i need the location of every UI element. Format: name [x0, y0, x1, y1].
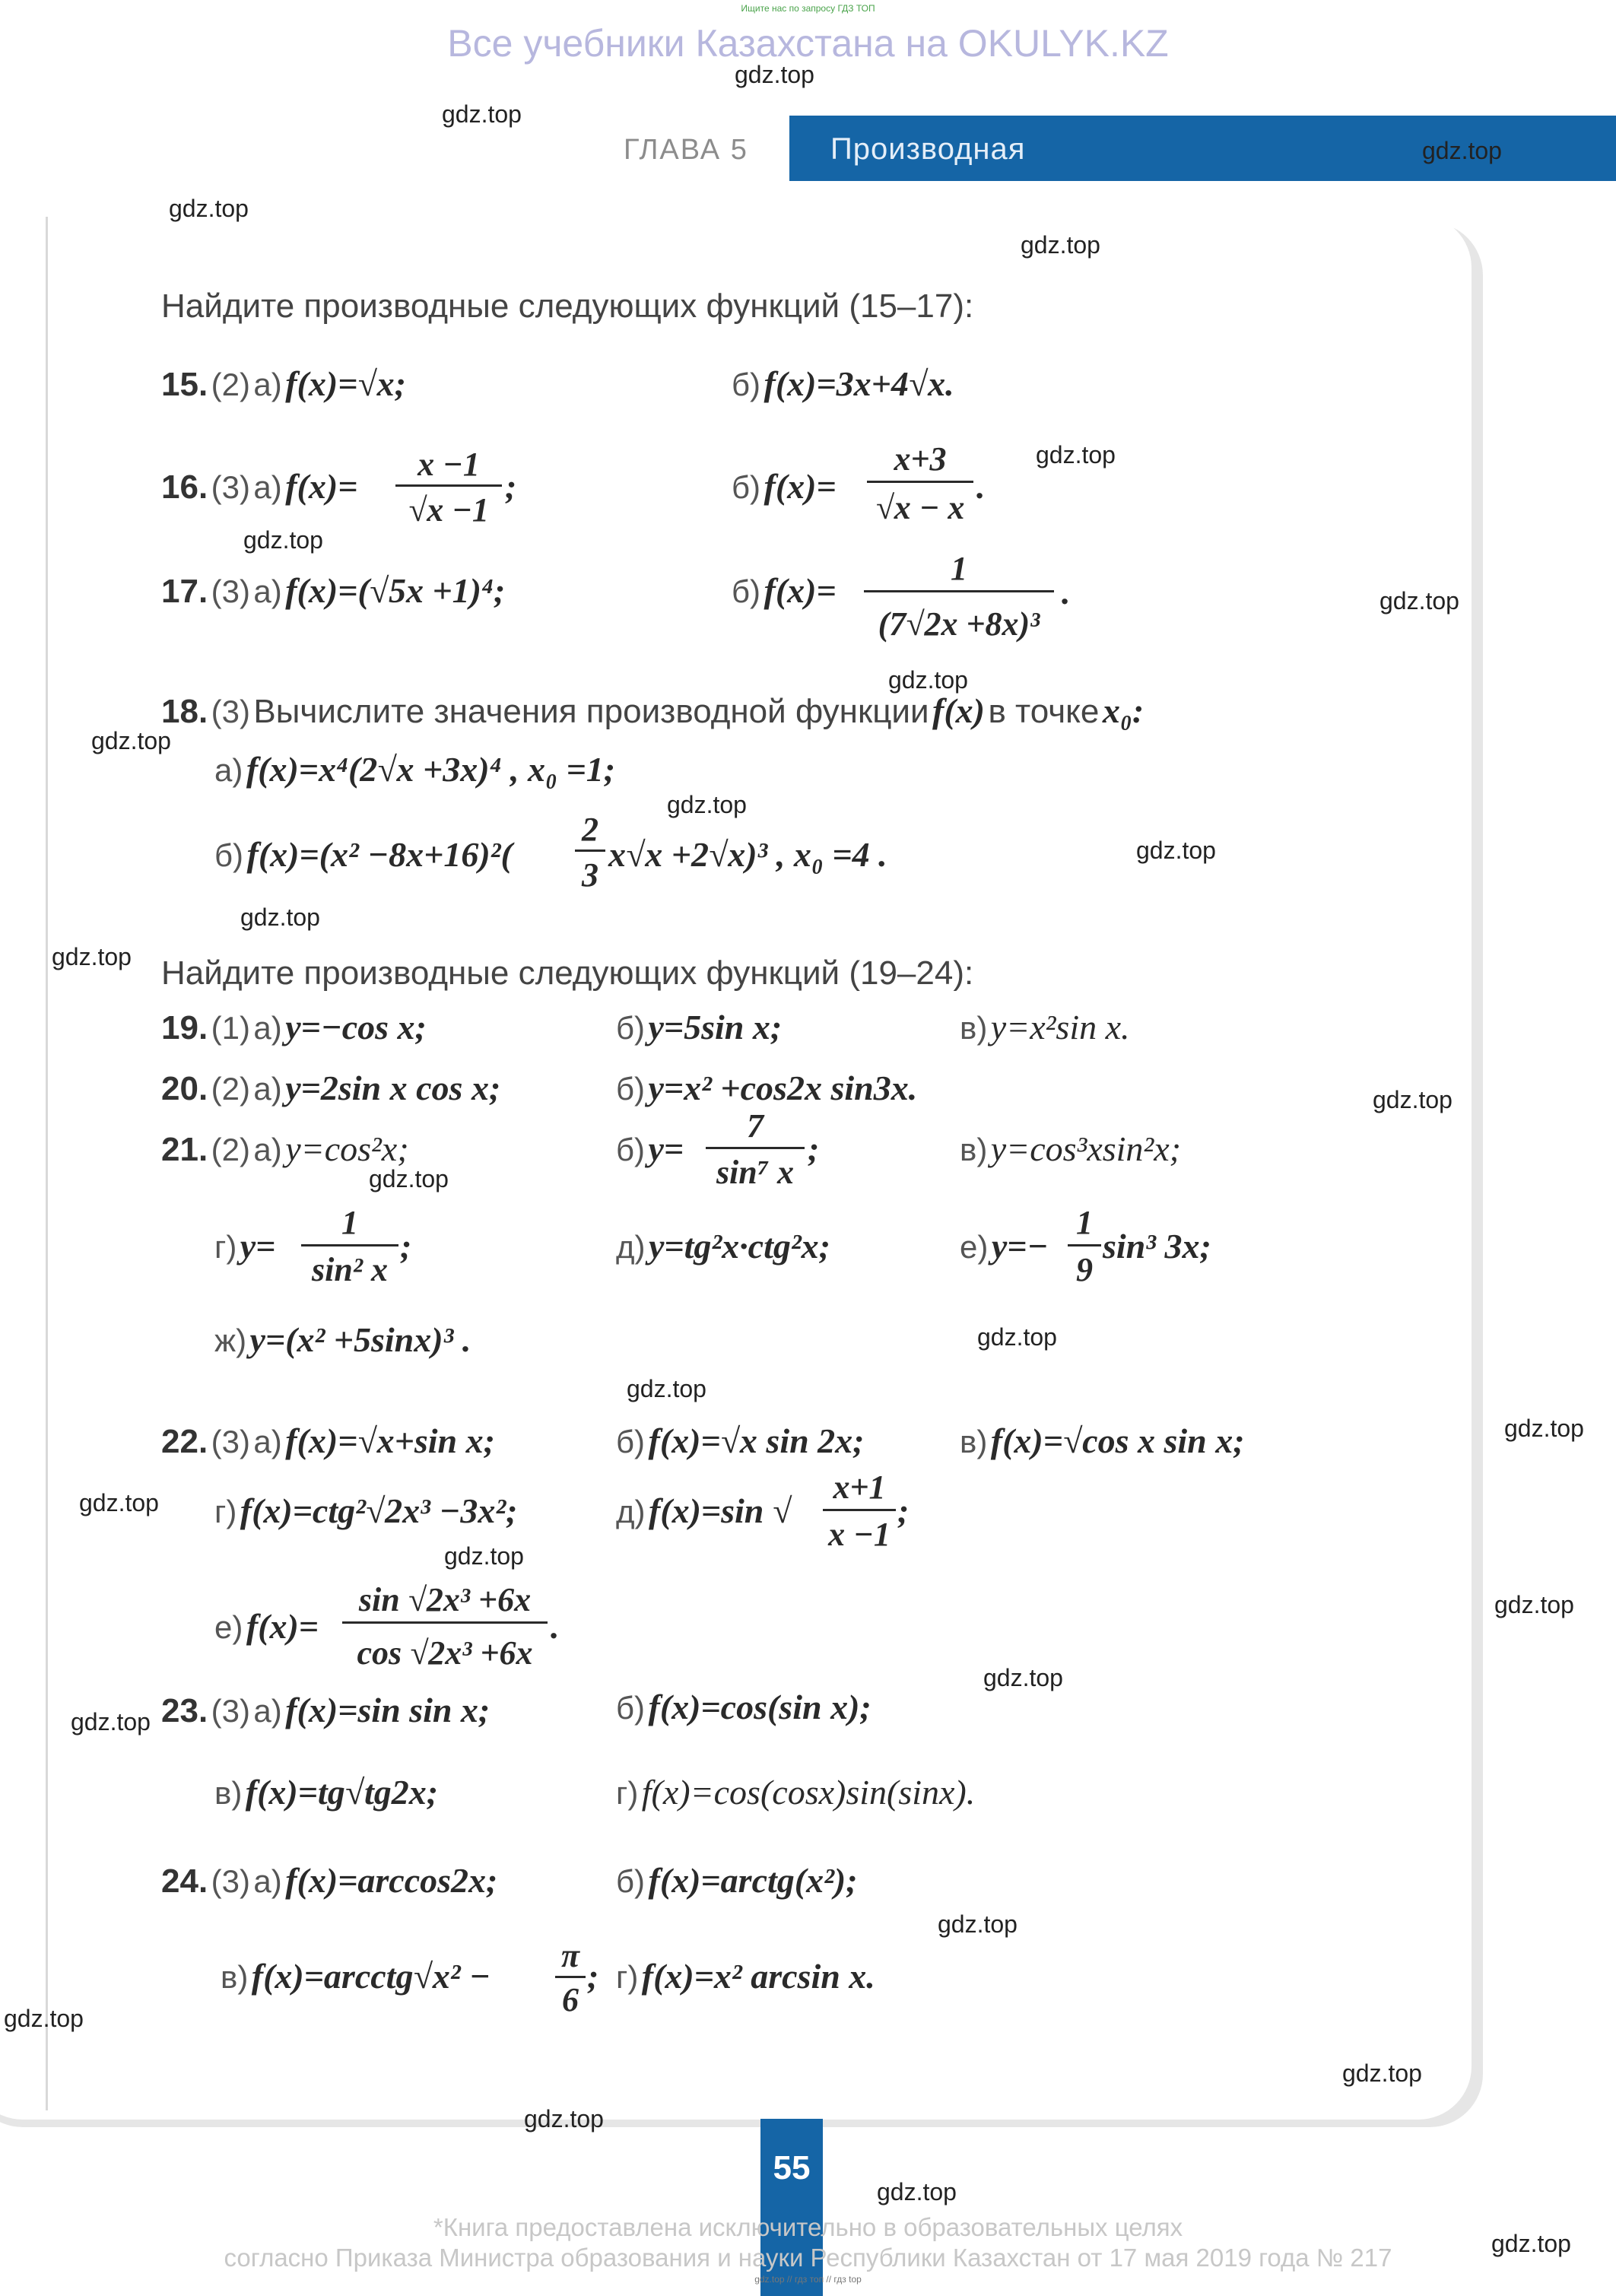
item-label: а) [253, 1071, 282, 1107]
item-label: в) [960, 1010, 988, 1046]
item-label: а) [214, 752, 243, 788]
problem-number: 16. [161, 468, 208, 506]
formula-tail: . [551, 1607, 560, 1646]
problem-number: 15. [161, 366, 208, 403]
item-label: в) [960, 1424, 988, 1459]
watermark[interactable]: gdz.top [240, 903, 320, 931]
item-label: б) [732, 573, 761, 609]
points: (3) [211, 1424, 250, 1459]
formula-lhs: y= [240, 1227, 276, 1265]
formula: f(x)=√x sin 2x; [648, 1421, 865, 1460]
item-label: б) [616, 1690, 646, 1726]
formula: f(x)=cos(sin x); [648, 1688, 871, 1726]
watermark[interactable]: gdz.top [169, 195, 249, 222]
formula: y=x² +cos2x sin3x. [648, 1069, 918, 1107]
problem-22 [161, 1421, 495, 1461]
problem-21-d [214, 1226, 275, 1266]
watermark[interactable]: gdz.top [79, 1489, 159, 1516]
fraction-bar [706, 1147, 805, 1149]
watermark[interactable]: gdz.top [938, 1910, 1018, 1938]
formula-tail: ; [897, 1491, 910, 1530]
formula: x₀: [1102, 691, 1145, 730]
problem-number: 24. [161, 1863, 208, 1900]
watermark[interactable]: gdz.top [243, 526, 323, 554]
points: (3) [211, 469, 250, 505]
item-label: в) [214, 1775, 243, 1811]
formula: f(x)=cos(cosx)sin(sinx). [641, 1773, 976, 1812]
problem-24-d [616, 1956, 875, 1996]
item-label: б) [616, 1424, 646, 1459]
formula: f(x) [932, 691, 985, 730]
problem-number: 23. [161, 1692, 208, 1729]
fraction-denominator: (7√2x +8x)³ [878, 605, 1040, 643]
problem-22-c [960, 1421, 1245, 1461]
item-label: д) [616, 1494, 646, 1529]
block2-heading: Найдите производные следующих функций (19–24): [161, 954, 974, 992]
problem-number: 19. [161, 1009, 208, 1046]
points: (3) [211, 573, 250, 609]
points: (3) [211, 1693, 250, 1729]
fraction-numerator: 1 [951, 550, 967, 587]
formula: y=2sin x cos x; [285, 1069, 501, 1107]
item-label: д) [616, 1229, 646, 1265]
formula-rest: x√x +2√x)³ , x₀ =4 . [608, 835, 887, 874]
problem-18-b [214, 834, 513, 875]
fraction-bar [1068, 1244, 1101, 1246]
formula: y=cos³xsin²x; [990, 1129, 1181, 1168]
item-label: в) [221, 1959, 249, 1995]
fraction-denominator: x −1 [828, 1516, 891, 1553]
item-label: а) [253, 1863, 282, 1899]
watermark[interactable]: gdz.top [91, 727, 171, 754]
item-label: б) [214, 837, 244, 873]
fraction-numerator: x+1 [833, 1469, 886, 1506]
watermark[interactable]: gdz.top [1379, 587, 1459, 614]
problem-17-b [732, 570, 837, 611]
problem-19 [161, 1007, 427, 1047]
item-label: е) [960, 1229, 989, 1265]
item-label: б) [616, 1132, 646, 1167]
watermark[interactable]: gdz.top [1021, 231, 1100, 259]
item-label: а) [253, 573, 282, 609]
formula-lhs: y= [648, 1129, 684, 1168]
problem-16 [161, 466, 357, 507]
item-label: б) [616, 1863, 646, 1899]
footer-small[interactable]: gdz.top // гдз топ // гдз top [754, 2274, 862, 2285]
problem-number: 20. [161, 1070, 208, 1107]
formula-lhs: f(x)= [764, 571, 837, 610]
formula: f(x)=sin sin x; [285, 1691, 491, 1729]
formula-lhs: f(x)=(x² −8x+16)²( [246, 835, 513, 874]
site-title[interactable]: Все учебники Казахстана на OKULYK.KZ [447, 22, 1169, 65]
footer-note-line-1: *Книга предоставлена исключительно в образовательных целях [433, 2213, 1183, 2241]
formula-tail: . [1062, 573, 1071, 611]
watermark[interactable]: gdz.top [1342, 2059, 1422, 2087]
formula-lhs: f(x)=arcctg√x² − [251, 1957, 491, 1996]
watermark[interactable]: gdz.top [735, 61, 814, 88]
points: (3) [211, 1863, 250, 1899]
item-label: в) [960, 1132, 988, 1167]
top-hint: Ищите нас по запросу ГДЗ ТОП [741, 3, 875, 14]
formula: y=(x² +5sinx)³ . [249, 1320, 471, 1359]
problem-21-g [214, 1319, 471, 1360]
points: (2) [211, 1132, 250, 1167]
fraction-denominator: 6 [562, 1981, 579, 2018]
problem-number: 17. [161, 573, 208, 610]
problem-16-b [732, 466, 837, 507]
formula-lhs: f(x)= [285, 467, 358, 506]
problem-22-e [616, 1491, 792, 1531]
formula: f(x)=ctg²√2x³ −3x²; [240, 1491, 518, 1530]
item-label: б) [616, 1071, 646, 1107]
watermark[interactable]: gdz.top [442, 100, 522, 128]
fraction-denominator: √x − x [875, 489, 965, 526]
item-label: е) [214, 1609, 243, 1645]
watermark[interactable]: gdz.top [1422, 137, 1502, 164]
problem-15-b [732, 364, 954, 404]
problem-number: 18. [161, 693, 208, 730]
problem-15 [161, 364, 406, 404]
formula-lhs: f(x)=sin √ [648, 1491, 792, 1530]
formula: y=−cos x; [285, 1008, 427, 1046]
formula: f(x)=√x; [285, 364, 406, 403]
problem-23 [161, 1690, 490, 1730]
fraction-denominator: sin⁷ x [716, 1154, 795, 1191]
problem-number: 22. [161, 1423, 208, 1460]
problem-21-e [616, 1226, 830, 1266]
problem-17 [161, 570, 505, 611]
watermark[interactable]: gdz.top [4, 2005, 84, 2032]
points: (2) [211, 1071, 250, 1107]
watermark[interactable]: gdz.top [667, 791, 747, 818]
problem-23-b [616, 1687, 871, 1727]
card-divider [46, 217, 48, 2110]
fraction-denominator: 9 [1076, 1251, 1093, 1288]
problem-18 [161, 691, 1144, 731]
fraction-bar [864, 590, 1054, 592]
problem-22-b [616, 1421, 865, 1461]
item-label: а) [253, 1010, 282, 1046]
watermark[interactable]: gdz.top [444, 1542, 524, 1570]
chapter-title: Производная [830, 132, 1026, 166]
item-label: б) [732, 469, 761, 505]
formula-lhs: y=− [991, 1227, 1049, 1265]
formula: y=5sin x; [648, 1008, 783, 1046]
item-label: а) [253, 1132, 282, 1167]
item-label: г) [214, 1494, 237, 1529]
watermark[interactable]: gdz.top [71, 1708, 151, 1735]
fraction-bar [867, 481, 973, 483]
problem-23-d [616, 1772, 975, 1812]
points: (3) [211, 694, 250, 729]
fraction-bar [301, 1244, 398, 1246]
fraction-denominator: √x −1 [408, 491, 489, 529]
problem-22-d [214, 1491, 517, 1531]
watermark[interactable]: gdz.top [1504, 1415, 1584, 1442]
problem-20-b [616, 1068, 917, 1108]
problem-21-f [960, 1226, 1048, 1266]
problem-24-c [221, 1956, 491, 1996]
fraction-numerator: x+3 [894, 440, 947, 478]
item-label: а) [253, 367, 282, 402]
footer-note-line-2: согласно Приказа Министра образования и науки Республики Казахстан от 17 мая 2019 года № 217 [224, 2244, 1392, 2272]
formula-tail: sin³ 3x; [1103, 1227, 1211, 1265]
formula: f(x)=arccos2x; [285, 1861, 498, 1900]
formula: f(x)=(√5x +1)⁴; [285, 571, 506, 610]
watermark[interactable]: gdz.top [1373, 1086, 1452, 1113]
formula-tail: ; [587, 1957, 599, 1996]
watermark[interactable]: gdz.top [1136, 837, 1216, 864]
watermark[interactable]: gdz.top [983, 1664, 1063, 1691]
watermark[interactable]: gdz.top [888, 666, 968, 694]
fraction-bar [395, 484, 502, 487]
points: (2) [211, 367, 250, 402]
item-label: б) [616, 1010, 646, 1046]
watermark[interactable]: gdz.top [627, 1375, 706, 1402]
fraction-bar [555, 1976, 586, 1978]
problem-18-a [214, 749, 615, 789]
formula: y=tg²x·ctg²x; [648, 1227, 830, 1265]
problem-19-b [616, 1007, 782, 1047]
formula-tail: . [976, 467, 986, 506]
watermark[interactable]: gdz.top [1494, 1591, 1574, 1618]
fraction-numerator: 7 [747, 1107, 764, 1145]
watermark[interactable]: gdz.top [1491, 2230, 1571, 2257]
formula: f(x)=tg√tg2x; [245, 1773, 439, 1812]
fraction-denominator: sin² x [311, 1251, 388, 1288]
formula-tail: ; [400, 1227, 412, 1265]
problem-text: Вычислите значения производной функции [253, 693, 929, 730]
formula-tail: ; [808, 1129, 820, 1168]
item-label: б) [732, 367, 761, 402]
formula-lhs: f(x)= [764, 467, 837, 506]
problem-21-c [960, 1129, 1181, 1169]
block1-heading: Найдите производные следующих функций (15–17): [161, 287, 974, 325]
fraction-bar [575, 849, 605, 852]
chapter-label: ГЛАВА 5 [624, 134, 748, 166]
problem-22-f [214, 1606, 319, 1647]
problem-20 [161, 1068, 500, 1108]
watermark[interactable]: gdz.top [369, 1165, 449, 1192]
watermark[interactable]: gdz.top [524, 2105, 604, 2132]
item-label: г) [214, 1229, 237, 1265]
problem-number: 21. [161, 1131, 208, 1168]
fraction-numerator: x −1 [417, 446, 480, 483]
problem-24-b [616, 1860, 858, 1901]
watermark[interactable]: gdz.top [977, 1323, 1057, 1351]
item-label: а) [253, 1424, 282, 1459]
points: (1) [211, 1010, 250, 1046]
fraction-denominator: 3 [582, 856, 598, 894]
formula: f(x)=3x+4√x. [764, 364, 954, 403]
fraction-numerator: 2 [582, 811, 598, 848]
fraction-bar [823, 1509, 896, 1511]
problem-23-c [214, 1772, 438, 1812]
page-number: 55 [773, 2149, 811, 2186]
item-label: г) [616, 1959, 639, 1995]
fraction-numerator: 1 [1076, 1204, 1093, 1241]
fraction-numerator: sin √2x³ +6x [358, 1581, 532, 1618]
watermark[interactable]: gdz.top [52, 943, 132, 970]
formula: f(x)=√x+sin x; [285, 1421, 495, 1460]
formula: f(x)=√cos x sin x; [990, 1421, 1245, 1460]
formula: f(x)=x² arcsin x. [641, 1957, 875, 1996]
fraction-numerator: 1 [341, 1204, 358, 1241]
problem-24 [161, 1860, 497, 1901]
problem-21 [161, 1129, 409, 1169]
problem-19-c [960, 1007, 1130, 1047]
problem-text: в точке [988, 693, 1100, 730]
item-label: а) [253, 1693, 282, 1729]
item-label: ж) [214, 1323, 247, 1358]
fraction-denominator: cos √2x³ +6x [357, 1634, 533, 1672]
formula: f(x)=x⁴(2√x +3x)⁴ , x₀ =1; [246, 750, 616, 789]
problem-21-b [616, 1129, 684, 1169]
formula: y=cos²x; [285, 1129, 409, 1168]
formula: f(x)=arctg(x²); [648, 1861, 858, 1900]
fraction-bar [342, 1621, 548, 1624]
formula-tail: ; [505, 467, 517, 506]
item-label: а) [253, 469, 282, 505]
formula-lhs: f(x)= [246, 1607, 319, 1646]
watermark[interactable]: gdz.top [1036, 441, 1116, 468]
item-label: г) [616, 1775, 639, 1811]
fraction-numerator: π [560, 1937, 580, 1974]
watermark[interactable]: gdz.top [877, 2178, 957, 2205]
formula: y=x²sin x. [990, 1008, 1130, 1046]
